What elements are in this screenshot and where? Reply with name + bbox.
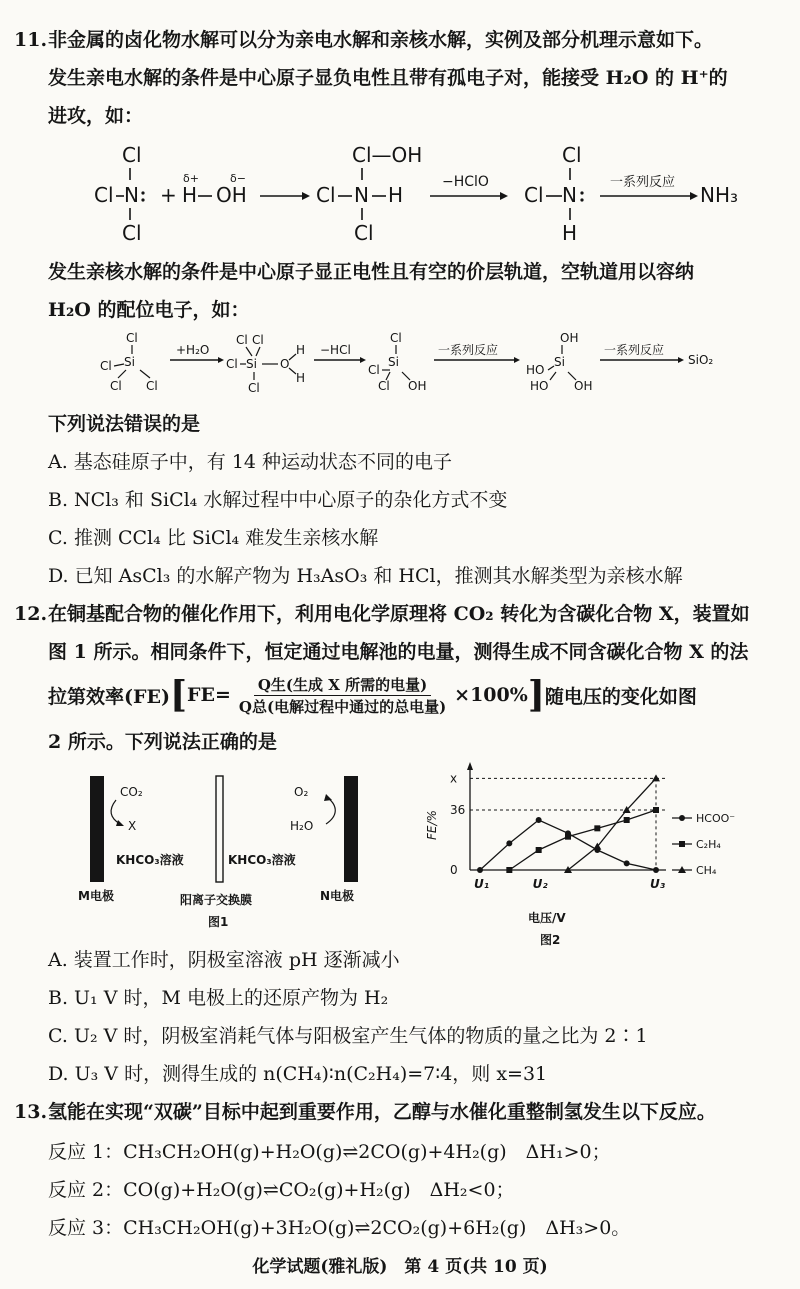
arrow-hclo-label: −HClO [442,174,489,190]
silicic-ho-left: HO [526,363,545,377]
fig2-xtick-1: U₂ [532,877,548,891]
sicl4-cl-top: Cl [126,331,138,345]
int-h-2: H [296,371,306,385]
int-cl-left: Cl [226,357,238,371]
ncl3-cl-top: Cl [122,143,142,167]
int-o: O [280,357,290,371]
fig1-h2o: H₂O [290,819,314,833]
silicic-oh-right: OH [574,379,593,393]
intermediate-h: H [388,183,404,207]
q12-line3-post: 随电压的变化如图 [544,685,697,708]
q12-line4: 2 所示。下列说法正确的是 [48,731,277,753]
fig2-series-line-0 [480,820,656,870]
fig2-point-0-2 [536,817,542,823]
int-cl-2: Cl [252,333,264,347]
fig2-ytick-2: x [450,771,458,786]
intermediate-n: N [354,183,369,207]
sicl4-cl-bl: Cl [110,379,122,393]
nhcl2-h: H [562,221,578,245]
q11-scheme-ncl3 [90,140,780,250]
water-oh: OH [216,183,247,207]
nhcl2-cl-top: Cl [562,143,582,167]
sio2-product: SiO₂ [688,353,714,367]
fig2-point-1-5 [653,807,659,813]
sicl3oh-cl-top: Cl [390,331,402,345]
sicl3oh-si: Si [388,355,399,369]
q11-stem: 下列说法错误的是 [48,413,201,435]
q12-number: 12. [14,603,48,625]
q11-option-a: A. 基态硅原子中，有 14 种运动状态不同的电子 [48,451,453,473]
int-h-1: H [296,343,306,357]
q12-option-a: A. 装置工作时，阴极室溶液 pH 逐渐减小 [48,949,400,971]
formula-lhs: FE= [187,684,231,706]
arrow-series-label-1: 一系列反应 [438,343,499,357]
q12-line2: 图 1 所示。相同条件下，恒定通过电解池的电量，测得生成不同含碳化合物 X 的法 [48,641,749,663]
q13-reaction-2: 反应 2：CO(g)+H₂O(g)⇌CO₂(g)+H₂(g) ΔH₂<0； [48,1179,515,1201]
page-footer: 化学试题(雅礼版) 第 4 页(共 10 页) [252,1257,548,1277]
silicic-oh-top: OH [560,331,579,345]
intermediate-cl-left: Cl [316,183,336,207]
fig1-co2: CO₂ [120,785,143,799]
fig1-right-solution: KHCO₃溶液 [228,853,296,867]
right-bracket: ] [527,674,545,716]
formula-tail: ×100% [454,684,528,706]
int-si: Si [246,357,257,371]
int-cl-bottom: Cl [248,381,260,395]
q13-number: 13. [14,1101,48,1123]
silicic-si: Si [554,355,565,369]
formula-numerator: Q生(生成 X 所需的电量) [254,674,431,696]
fig2-caption: 图2 [540,933,561,947]
fig2-ytick-0: 0 [450,863,458,877]
fig1-o2: O₂ [294,785,309,799]
water-h: H [182,183,198,207]
fig2-legend-label-0: HCOO⁻ [696,812,736,825]
fig2-xtick-2: U₃ [650,877,665,891]
fig2-point-1-2 [565,834,571,840]
q11-line3: 进攻，如： [48,105,144,127]
int-cl-1: Cl [236,333,248,347]
ncl3-n: N [124,183,139,207]
m-electrode-bar [90,776,104,882]
q11-line4: 发生亲核水解的条件是中心原子显正电性且有空的价层轨道，空轨道用以容纳 [48,261,695,283]
sicl3oh-oh: OH [408,379,427,393]
fig2-legend-marker-0 [679,815,685,821]
q11-number: 11. [14,29,48,51]
delta-plus: δ+ [183,172,199,185]
nhcl2-cl-left: Cl [524,183,544,207]
sicl3oh-cl-left: Cl [368,363,380,377]
arrow-hcl-label: −HCl [320,343,351,357]
arrow-series-label-2: 一系列反应 [604,343,665,357]
q13-reaction-3: 反应 3：CH₃CH₂OH(g)+3H₂O(g)⇌2CO₂(g)+6H₂(g) ΔH₃>0。 [48,1217,631,1239]
delta-minus: δ− [230,172,246,185]
arrow-h2o-label: +H₂O [176,343,210,357]
q12-line1: 在铜基配合物的催化作用下，利用电化学原理将 CO₂ 转化为含碳化合物 X，装置如 [48,603,750,625]
fig2-legend-label-2: CH₄ [696,864,717,877]
figure1-electrolysis-cell [76,770,396,940]
left-bracket: [ [169,674,187,716]
membrane-bar [216,776,223,882]
q11-option-b: B. NCl₃ 和 SiCl₄ 水解过程中中心原子的杂化方式不变 [48,489,508,511]
fig2-ylabel: FE/% [425,810,439,840]
figure2-fe-chart [420,760,736,950]
fig2-series-line-1 [509,810,656,870]
q13-line1: 氢能在实现“双碳”目标中起到重要作用，乙醇与水催化重整制氢发生以下反应。 [48,1101,716,1123]
fig2-point-1-4 [624,817,630,823]
q11-option-d: D. 已知 AsCl₃ 的水解产物为 H₃AsO₃ 和 HCl，推测其水解类型为亲核水解 [48,565,683,587]
fig2-point-0-0 [477,867,483,873]
fig2-point-1-3 [594,825,600,831]
fig1-caption: 图1 [208,915,229,929]
fig1-membrane-label: 阳离子交换膜 [180,893,253,907]
ncl3-cl-left: Cl [94,183,114,207]
intermediate-cl-oh: Cl—OH [352,143,423,167]
q11-option-c: C. 推测 CCl₄ 比 SiCl₄ 难发生亲核水解 [48,527,379,549]
q12-option-d: D. U₃ V 时，测得生成的 n(CH₄)∶n(C₂H₄)=7∶4，则 x=31 [48,1063,548,1085]
plus-sign: + [160,183,177,207]
fig2-point-2-3 [652,774,660,781]
n-electrode-bar [344,776,358,882]
q11-line2: 发生亲电水解的条件是中心原子显负电性且带有孤电子对，能接受 H₂O 的 H⁺的 [48,67,728,89]
q12-line3-pre: 拉第效率(FE) [48,685,170,708]
q12-option-c: C. U₂ V 时，阴极室消耗气体与阳极室产生气体的物质的量之比为 2∶1 [48,1025,648,1047]
fig1-x: X [128,819,137,833]
fig2-point-0-5 [624,860,630,866]
silicic-ho-bottom: HO [530,379,549,393]
arrow-series-label: 一系列反应 [610,175,676,190]
fig2-xlabel: 电压/V [528,911,566,925]
q12-option-b: B. U₁ V 时，M 电极上的还原产物为 H₂ [48,987,389,1009]
sicl4-cl-left: Cl [100,359,112,373]
fig2-y-axis-arrow [467,762,473,770]
intermediate-cl-bottom: Cl [354,221,374,245]
q11-scheme-sicl4 [100,330,740,400]
fig1-left-solution: KHCO₃溶液 [116,853,184,867]
fig2-legend-label-1: C₂H₄ [696,838,721,851]
nhcl2-n: N [562,183,577,207]
fig1-n-electrode-label: N电极 [320,889,355,903]
fig2-point-1-1 [536,847,542,853]
q12-formula-line [48,672,697,718]
fig2-point-0-6 [653,867,659,873]
fig2-xtick-0: U₁ [474,877,489,891]
sicl4-cl-br: Cl [146,379,158,393]
sicl3oh-cl-bottom: Cl [378,379,390,393]
formula-denominator: Q总(电解过程中通过的总电量) [238,697,447,716]
nh3-product: NH₃ [700,183,739,207]
fig2-legend-marker-1 [679,841,685,847]
q11-line5: H₂O 的配位电子，如： [48,299,250,321]
q13-reaction-1: 反应 1：CH₃CH₂OH(g)+H₂O(g)⇌2CO(g)+4H₂(g) ΔH₁>0； [48,1141,611,1163]
fig2-point-0-1 [506,840,512,846]
q11-line1: 非金属的卤化物水解可以分为亲电水解和亲核水解，实例及部分机理示意如下。 [48,29,714,51]
fig2-point-1-0 [506,867,512,873]
ncl3-cl-bottom: Cl [122,221,142,245]
sicl4-si: Si [124,355,135,369]
formula-fraction [235,674,450,717]
fig1-m-electrode-label: M电极 [78,889,114,903]
fig2-ytick-1: 36 [450,803,466,817]
